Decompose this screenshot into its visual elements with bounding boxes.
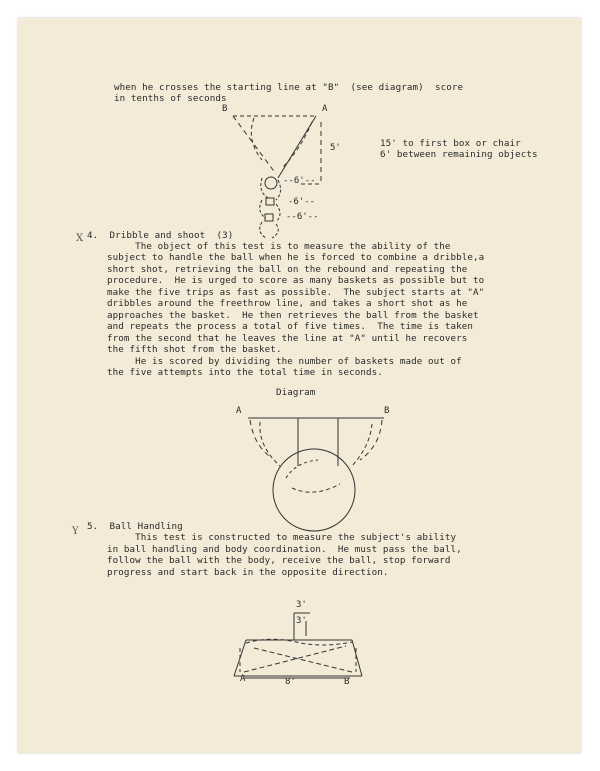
section4-line-6: dribbles around the freethrow line, and takes a short shot as he [107, 298, 468, 309]
section4-line-5: make the five trips as fast as possible. The subject starts at "A" [107, 287, 485, 298]
diagram1-dim-6ft-1: --6'-- [283, 176, 316, 186]
section4-line-8: and repeats the process a total of five times. The time is taken [107, 321, 474, 332]
section4-line-3: short shot, retrieving the ball on the rebound and repeating the [107, 264, 468, 275]
diagram1-label-a: A [322, 104, 328, 114]
section5-line-3: follow the ball with the body, receive the ball, stop forward [107, 555, 451, 566]
intro-line-1: when he crosses the starting line at "B" (see diagram) score [114, 82, 464, 93]
diagram2-label-a: A [236, 406, 242, 416]
section4-line-7: approaches the basket. He then retrieves the ball from the basket [107, 310, 479, 321]
section5-line-1: This test is constructed to measure the subject's ability [107, 532, 457, 543]
intro-line-2: in tenths of seconds [114, 93, 227, 104]
diagram3-dim-3ft-inner: 3' [296, 616, 307, 626]
diagram1-dim-5ft: 5' [330, 143, 341, 153]
diagram1-label-b: B [222, 104, 228, 114]
diagram3-label-b: B [344, 677, 350, 687]
diagram2-drawing [248, 418, 384, 531]
diagram2-title: Diagram [276, 387, 316, 398]
section4-line-1: The object of this test is to measure the ability of the [107, 241, 451, 252]
diagram2-label-b: B [384, 406, 390, 416]
diagram1-note-1: 15' to first box or chair [380, 138, 521, 149]
section4-line-10: the fifth shot from the basket. [107, 344, 282, 355]
section4-line-9: from the second that he leaves the line at "A" until he recovers [107, 333, 468, 344]
section5-line-2: in ball handling and body coordination. He must pass the ball, [107, 544, 462, 555]
section5-heading: 5. Ball Handling [87, 521, 183, 532]
diagram3-label-a: A [240, 674, 246, 684]
diagram1-dim-6ft-3: --6'-- [286, 212, 319, 222]
section4-line-2: subject to handle the ball when he is forced to combine a dribble,a [107, 252, 485, 263]
diagram1-note-2: 6' between remaining objects [380, 149, 538, 160]
diagram3-dim-3ft-outer: 3' [296, 600, 307, 610]
diagram1-drawing [233, 116, 321, 238]
margin-mark-5: Y [72, 526, 79, 537]
diagram3-drawing [234, 613, 362, 678]
section4-line-11: He is scored by dividing the number of baskets made out of [107, 356, 462, 367]
diagram3-dim-8ft: 8' [285, 677, 296, 687]
section4-heading: 4. Dribble and shoot (3) [87, 230, 234, 241]
section4-line-4: procedure. He is urged to score as many baskets as possible but to [107, 275, 485, 286]
diagram1-dim-6ft-2: -6'-- [288, 197, 316, 207]
margin-mark-4: X [76, 233, 84, 244]
section4-line-12: the five attempts into the total time in seconds. [107, 367, 383, 378]
section5-line-4: progress and start back in the opposite direction. [107, 567, 389, 578]
